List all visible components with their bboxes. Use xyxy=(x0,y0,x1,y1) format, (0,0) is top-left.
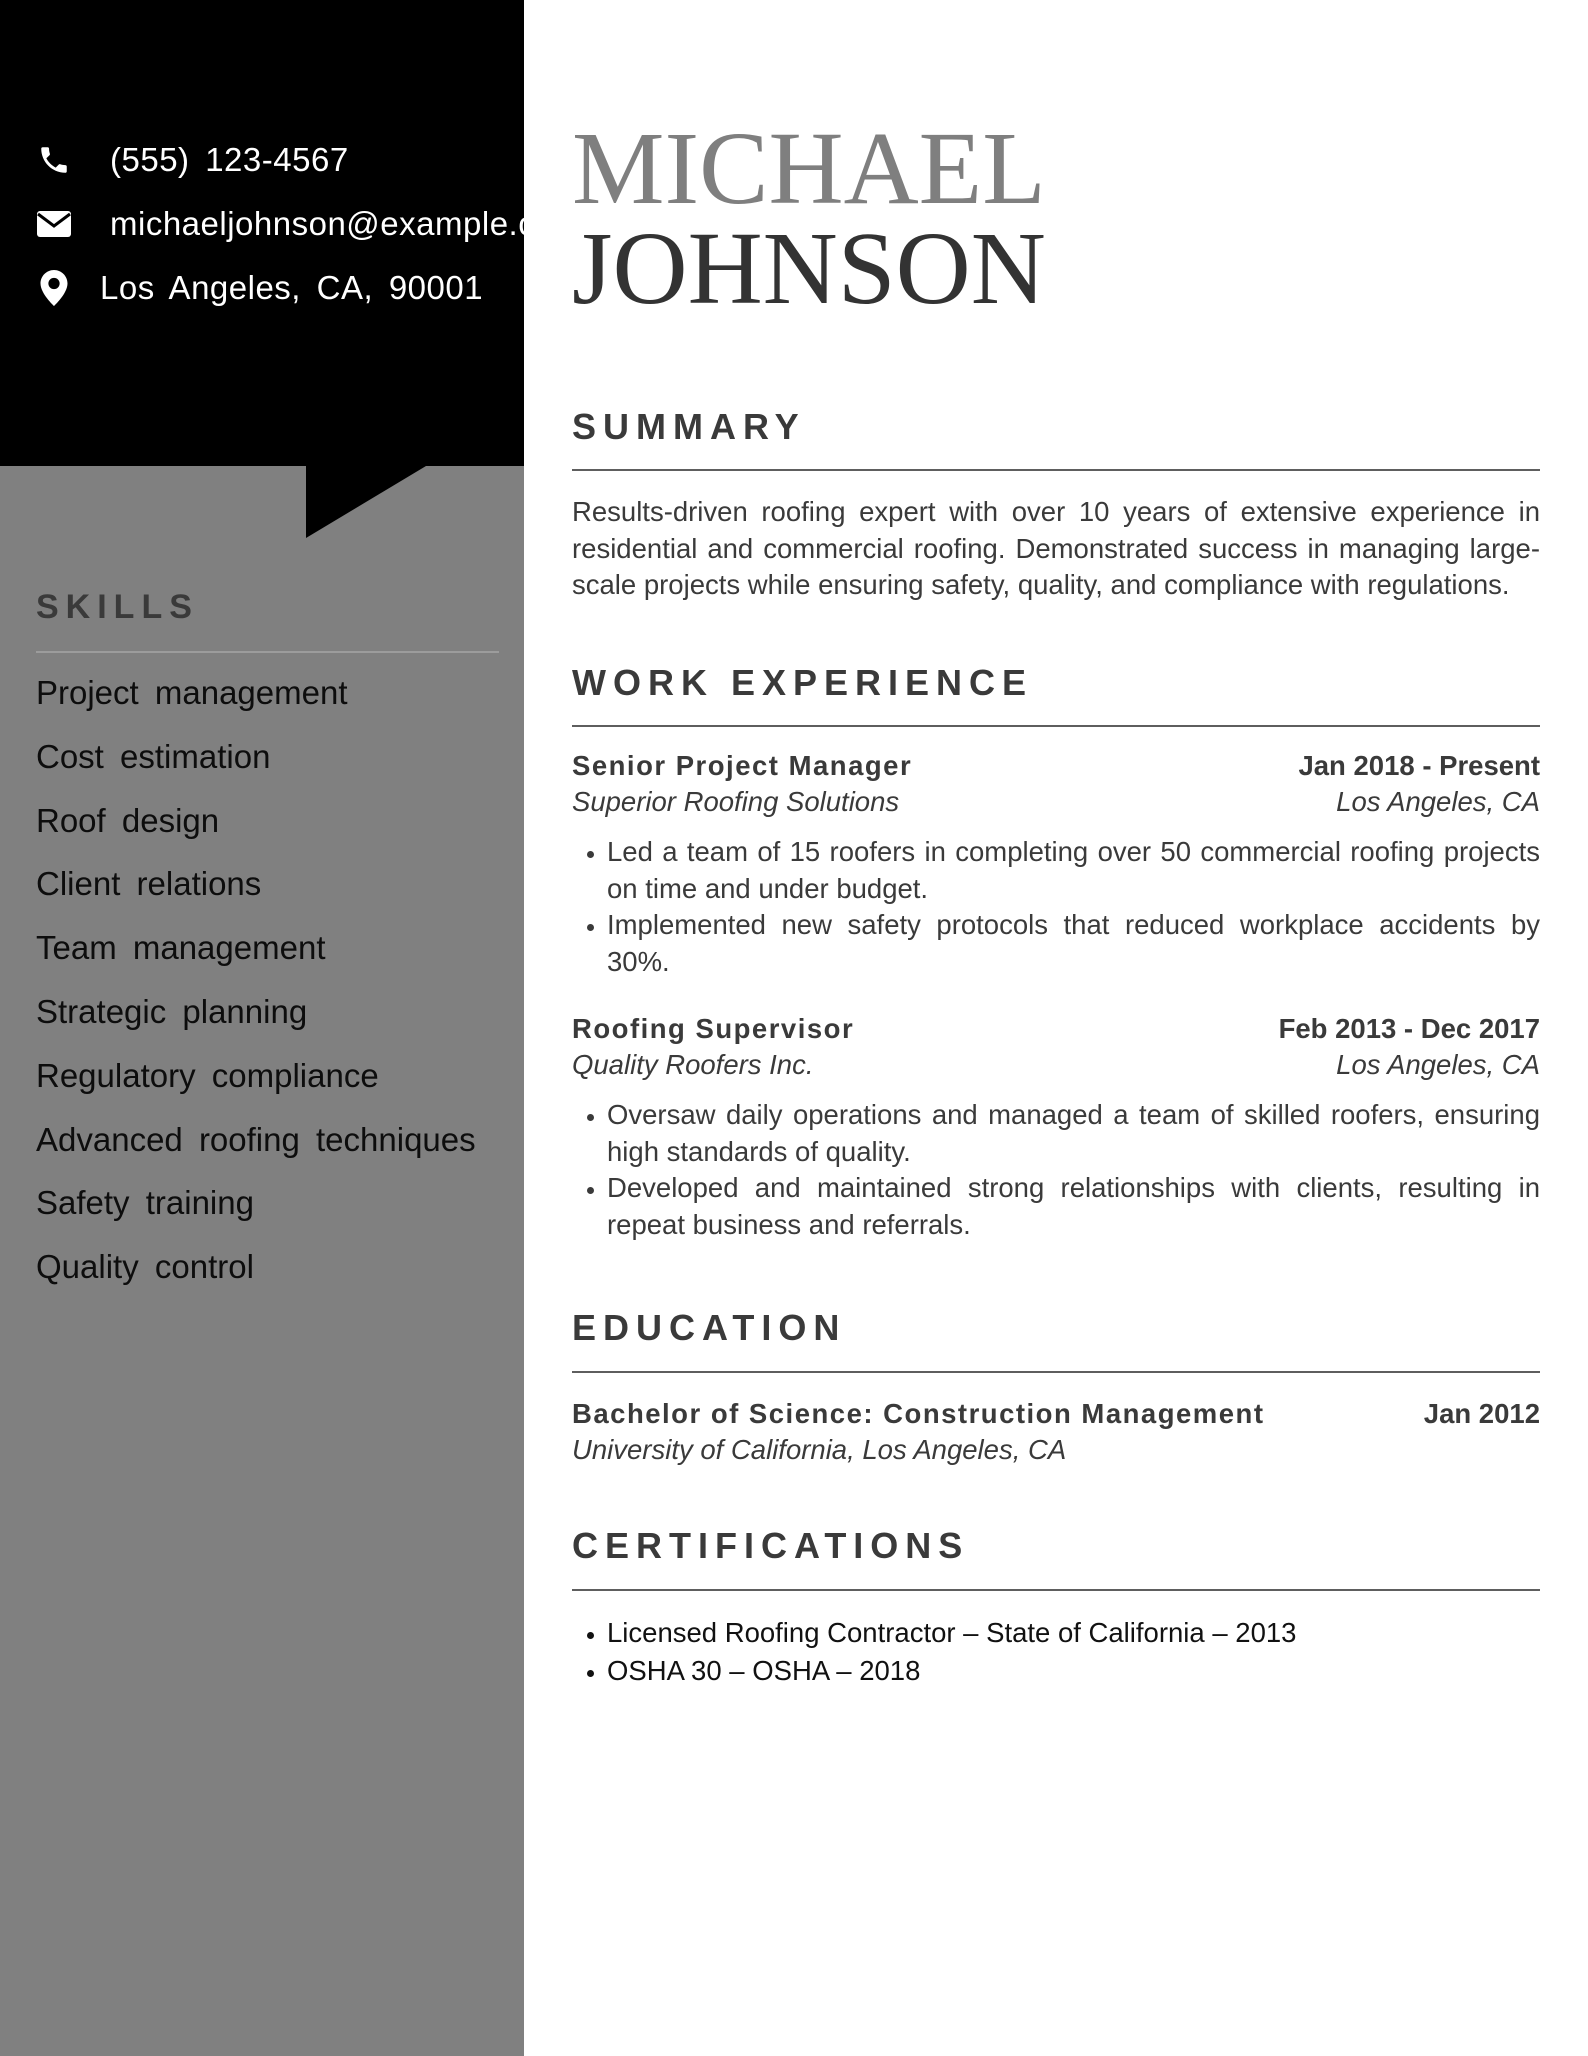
contact-email xyxy=(34,202,582,246)
contact-location xyxy=(34,266,483,310)
certifications-list xyxy=(572,1614,1540,1690)
education-entry xyxy=(572,1398,1540,1470)
skill-item: Client relations xyxy=(36,865,262,903)
job-dates: Feb 2013 - Dec 2017 xyxy=(1278,1013,1540,1044)
map-pin-icon xyxy=(34,268,74,308)
skill-item: Roof design xyxy=(36,801,220,839)
degree: Bachelor of Science: Construction Management xyxy=(572,1398,1265,1429)
skill-item: Cost estimation xyxy=(36,737,271,775)
contact-list xyxy=(0,0,583,466)
education-divider xyxy=(572,1371,1540,1373)
skill-item: Project management xyxy=(36,674,348,711)
skill-item: Regulatory compliance xyxy=(36,1056,379,1094)
job-title: Senior Project Manager xyxy=(572,750,913,781)
job-bullet: • Led a team of 15 roofers in completing over 50 commercial roofing projects on time and under budget. xyxy=(607,834,1540,907)
certifications-divider xyxy=(572,1589,1540,1591)
job-dates: Jan 2018 - Present xyxy=(1298,750,1540,781)
first-name: MICHAEL xyxy=(572,111,1046,226)
job-bullet: • Oversaw daily operations and managed a team of skilled roofers, ensuring high standards of quality. xyxy=(607,1097,1540,1170)
summary-text: Results-driven roofing expert with over 10 years of extensive experience in residential and commercial roofing. Demonstrated success in managing large-scale projects while ensuring safety, quality, and compliance with regulations. xyxy=(572,496,1540,600)
last-name: JOHNSON xyxy=(572,211,1046,326)
school: University of California, Los Angeles, CA xyxy=(572,1434,1067,1465)
education-heading: EDUCATION xyxy=(572,1307,847,1348)
summary-divider xyxy=(572,469,1540,471)
contact-phone xyxy=(34,138,349,182)
certification-item: • OSHA 30 – OSHA – 2018 xyxy=(607,1652,1540,1690)
job-bullet: • Implemented new safety protocols that reduced workplace accidents by 30%. xyxy=(607,907,1540,980)
job-company: Superior Roofing Solutions xyxy=(572,786,900,817)
job-entry xyxy=(572,1013,1540,1243)
job-company: Quality Roofers Inc. xyxy=(572,1049,814,1080)
location-text: Los Angeles, CA, 90001 xyxy=(100,269,484,306)
work-experience-divider xyxy=(572,725,1540,727)
education-date: Jan 2012 xyxy=(1423,1398,1540,1429)
work-experience-heading: WORK EXPERIENCE xyxy=(572,662,1034,703)
envelope-icon xyxy=(34,204,74,244)
skills-list xyxy=(36,668,476,1306)
skill-item: Strategic planning xyxy=(36,992,308,1030)
skill-item: Quality control xyxy=(36,1248,254,1286)
sidebar xyxy=(0,0,583,2056)
email-text[interactable]: michaeljohnson@example.com xyxy=(110,205,583,242)
skills-heading: SKILLS xyxy=(36,588,199,626)
job-bullets xyxy=(572,834,1540,980)
phone-text[interactable]: (555) 123-4567 xyxy=(110,141,349,178)
skill-item: Team management xyxy=(36,929,326,967)
skill-item: Safety training xyxy=(36,1184,254,1222)
job-bullet: • Developed and maintained strong relationships with clients, resulting in repeat business and referrals. xyxy=(607,1170,1540,1243)
skill-item: Advanced roofing techniques xyxy=(36,1120,476,1158)
certification-item: • Licensed Roofing Contractor – State of California – 2013 xyxy=(607,1614,1540,1652)
job-location: Los Angeles, CA xyxy=(1336,786,1540,817)
job-title: Roofing Supervisor xyxy=(572,1013,855,1044)
phone-icon xyxy=(34,140,74,180)
certifications-heading: CERTIFICATIONS xyxy=(572,1525,970,1566)
summary-heading: SUMMARY xyxy=(572,406,806,447)
job-location: Los Angeles, CA xyxy=(1336,1049,1540,1080)
job-entry xyxy=(572,750,1540,980)
skills-divider xyxy=(36,651,499,653)
job-bullets xyxy=(572,1097,1540,1243)
